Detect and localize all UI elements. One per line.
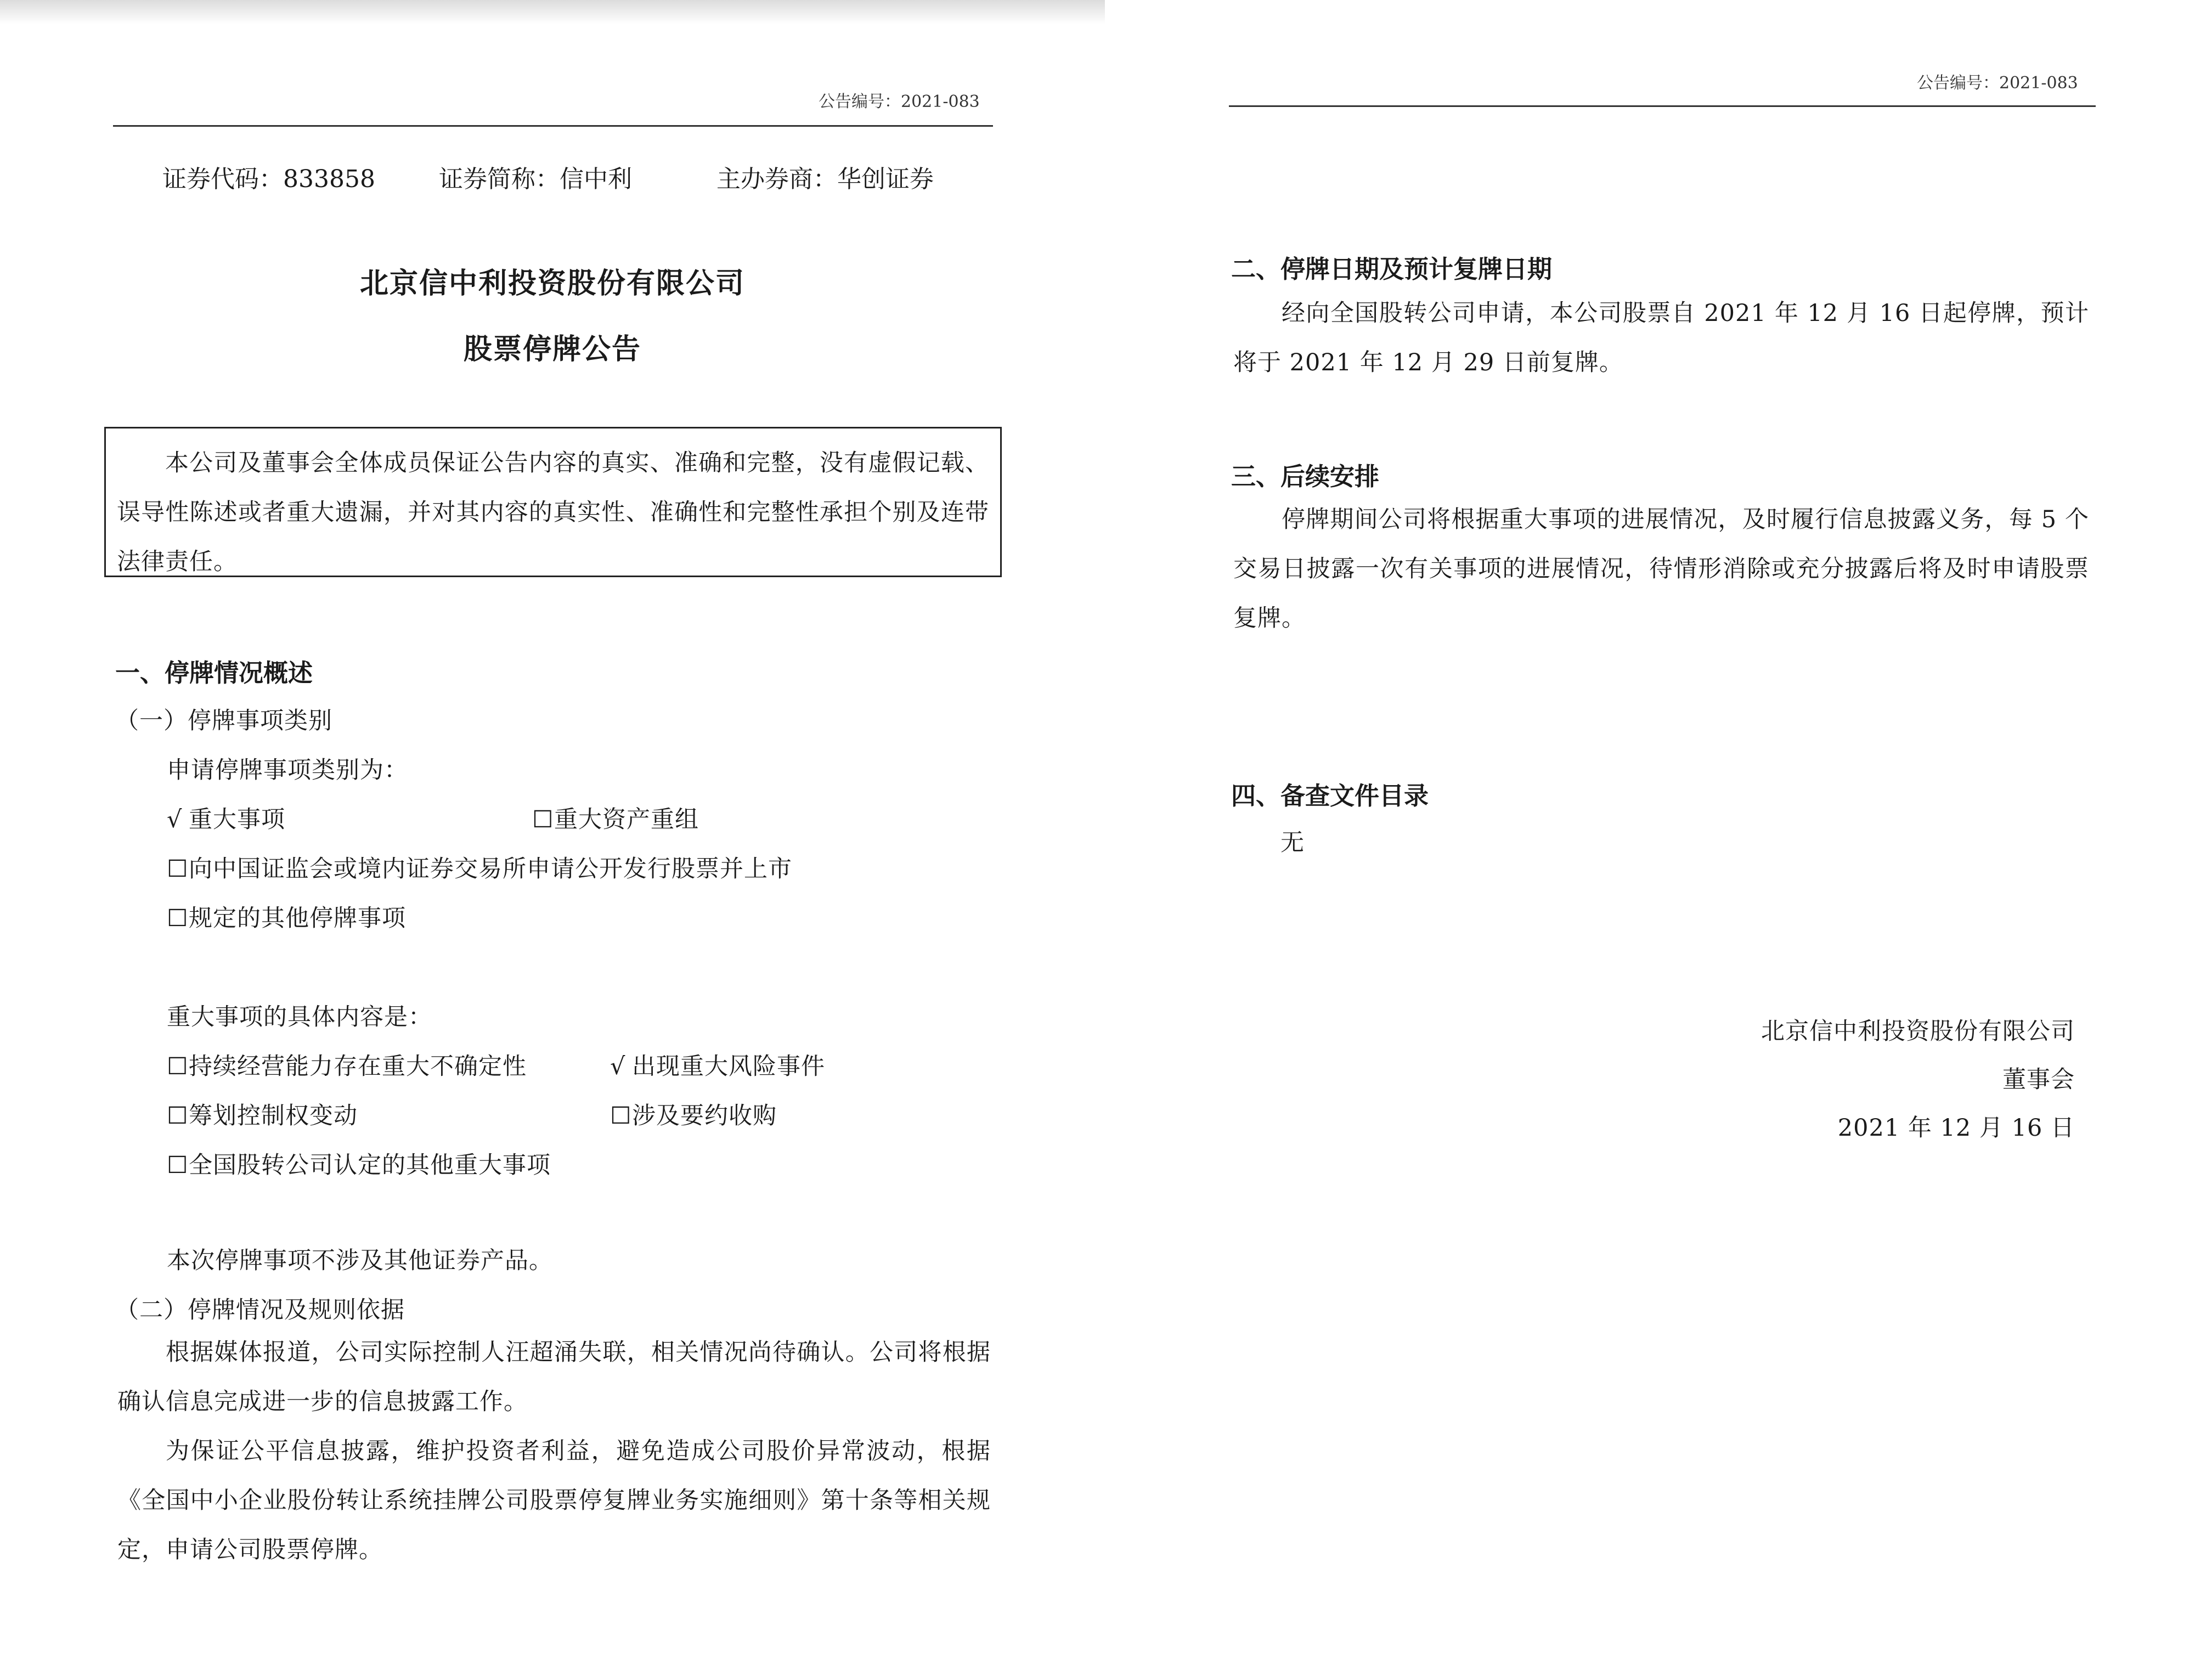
option-public-offering — [167, 850, 792, 884]
empty-checkbox-icon: ☐ — [532, 806, 554, 833]
option-major-restructuring — [532, 801, 699, 834]
signature-board: 董事会 — [2002, 1066, 2075, 1093]
company-title: 北京信中利投资股份有限公司 — [359, 267, 745, 300]
securities-code: 证券代码：833858 — [162, 165, 375, 193]
option-label: 向中国证监会或境内证券交易所申请公开发行股票并上市 — [189, 855, 792, 883]
empty-checkbox-icon: ☐ — [610, 1102, 632, 1130]
section-4-heading: 四、备查文件目录 — [1231, 781, 1429, 810]
detail-major-risk-event — [610, 1048, 825, 1081]
option-label: 重大资产重组 — [554, 806, 699, 833]
page-top-shadow — [0, 0, 1105, 24]
option-label: 重大事项 — [189, 806, 285, 833]
empty-checkbox-icon: ☐ — [167, 855, 189, 883]
section-1-heading: 一、停牌情况概述 — [115, 658, 313, 687]
section-3-heading: 三、后续安排 — [1231, 462, 1380, 491]
detail-label: 持续经营能力存在重大不确定性 — [189, 1053, 527, 1080]
document-page-1 — [0, 0, 1105, 1658]
announcement-number: 公告编号：2021-083 — [1917, 74, 2078, 93]
section-2-heading: 二、停牌日期及预计复牌日期 — [1231, 255, 1553, 284]
disclaimer-text: 本公司及董事会全体成员保证公告内容的真实、准确和完整，没有虚假记载、误导性陈述或者重大遗漏，并对其内容的真实性、准确性和完整性承担个别及连带法律责任。 — [117, 449, 989, 576]
detail-other-major — [167, 1147, 551, 1180]
announcement-number: 公告编号：2021-083 — [819, 92, 980, 111]
section-3-text: 停牌期间公司将根据重大事项的进展情况，及时履行信息披露义务，每 5 个交易日披露一次有关事项的进展情况，待情形消除或充分披露后将及时申请股票复牌。 — [1233, 506, 2089, 632]
option-major-event — [167, 801, 285, 834]
details-intro: 重大事项的具体内容是： — [167, 1003, 432, 1031]
detail-label: 涉及要约收购 — [632, 1102, 777, 1130]
detail-control-change — [167, 1097, 358, 1131]
empty-checkbox-icon: ☐ — [167, 1102, 189, 1130]
detail-tender-offer — [610, 1097, 777, 1131]
detail-label: 出现重大风险事件 — [632, 1053, 825, 1080]
check-icon: √ — [610, 1053, 626, 1080]
document-title: 股票停牌公告 — [463, 332, 641, 366]
section-4-text: 无 — [1280, 829, 1305, 856]
basis-paragraph-2: 为保证公平信息披露，维护投资者利益，避免造成公司股价异常波动，根据《全国中小企业股份转让系统挂牌公司股票停复牌业务实施细则》第十条等相关规定，申请公司股票停牌。 — [117, 1437, 991, 1564]
option-other — [167, 900, 406, 933]
empty-checkbox-icon: ☐ — [167, 1152, 189, 1179]
check-icon: √ — [167, 806, 183, 833]
document-page-2 — [1105, 0, 2212, 1658]
option-label: 规定的其他停牌事项 — [189, 905, 406, 932]
subsection-1-heading: （一）停牌事项类别 — [115, 707, 332, 735]
basis-paragraph-1: 根据媒体报道，公司实际控制人汪超涌失联，相关情况尚待确认。公司将根据确认信息完成进一步的信息披露工作。 — [117, 1339, 991, 1415]
empty-checkbox-icon: ☐ — [167, 905, 189, 932]
signature-company: 北京信中利投资股份有限公司 — [1761, 1018, 2075, 1045]
section-2-text: 经向全国股转公司申请，本公司股票自 2021 年 12 月 16 日起停牌，预计将于 2021 年 12 月 29 日前复牌。 — [1233, 300, 2089, 376]
subsection-2-heading: （二）停牌情况及规则依据 — [115, 1296, 405, 1324]
signature-date: 2021 年 12 月 16 日 — [1837, 1114, 2075, 1142]
detail-label: 筹划控制权变动 — [189, 1102, 358, 1130]
header-rule — [113, 125, 993, 127]
lead-sponsor: 主办券商：华创证券 — [716, 165, 934, 193]
securities-short-name: 证券简称：信中利 — [439, 165, 632, 193]
disclaimer-box — [104, 427, 1002, 577]
header-rule — [1229, 105, 2096, 107]
detail-going-concern — [167, 1048, 527, 1081]
category-intro: 申请停牌事项类别为： — [167, 757, 408, 784]
other-securities-note: 本次停牌事项不涉及其他证券产品。 — [167, 1247, 553, 1274]
empty-checkbox-icon: ☐ — [167, 1053, 189, 1080]
detail-label: 全国股转公司认定的其他重大事项 — [189, 1152, 551, 1179]
